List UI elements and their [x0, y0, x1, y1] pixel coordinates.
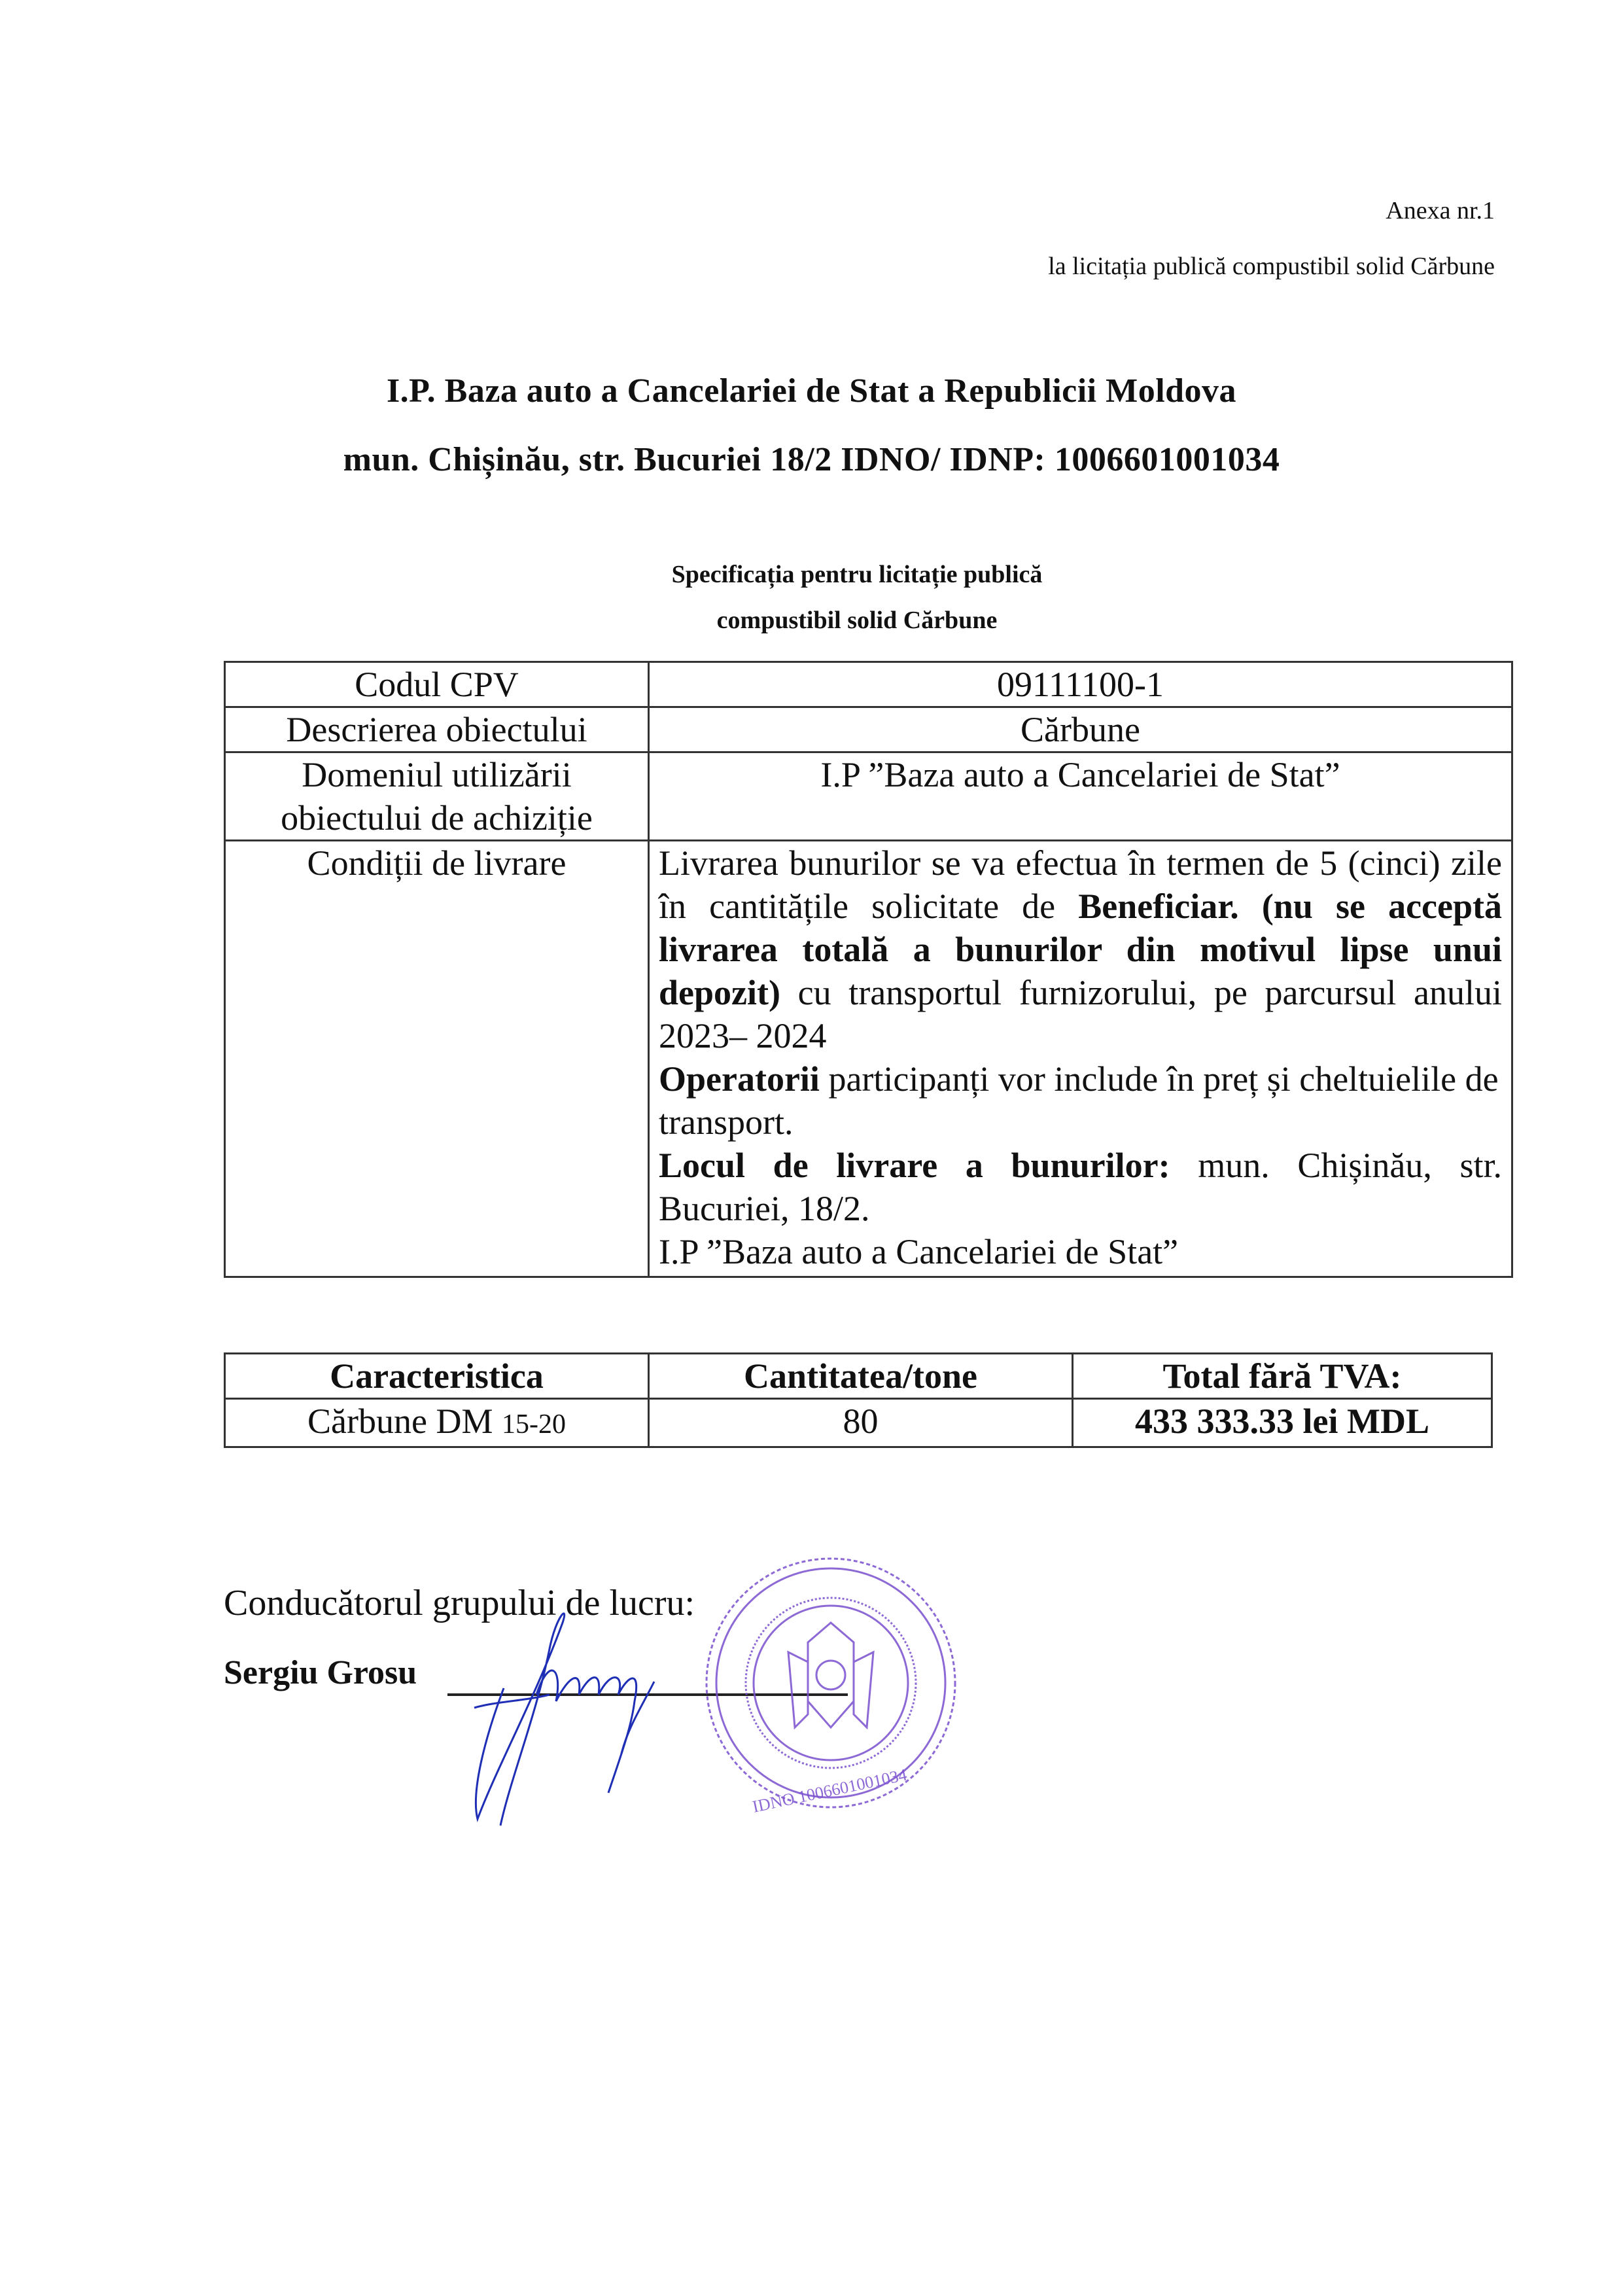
conditions-value: [649, 841, 1512, 1277]
org-address: mun. Chișinău, str. Bucuriei 18/2 IDNO/ IDNP: 1006601001034: [343, 441, 1280, 478]
description-value: Cărbune: [649, 707, 1512, 752]
handwritten-signature: [458, 1597, 746, 1832]
header-quantity: Cantitatea/tone: [649, 1354, 1073, 1399]
signatory-name: Sergiu Grosu: [224, 1654, 417, 1691]
details-table: [224, 661, 1513, 1278]
quantity-cell: 80: [649, 1399, 1073, 1447]
header-characteristic: Caracteristica: [225, 1354, 649, 1399]
header-total: Total fără TVA:: [1073, 1354, 1492, 1399]
table-row: [225, 662, 1512, 707]
product-name: Cărbune DM: [307, 1402, 493, 1441]
signatory-role: Conducătorul grupului de lucru:: [224, 1583, 695, 1623]
operators-text: participanți vor include în preț și cheltuielile de transport.: [659, 1059, 1499, 1142]
operators-bold: Operatorii: [659, 1059, 820, 1099]
org-name: I.P. Baza auto a Cancelariei de Stat a Republicii Moldova: [386, 372, 1237, 410]
summary-table: [224, 1352, 1493, 1448]
conditions-text: cu transportul furnizorului, pe parcursul anului 2023– 2024: [659, 973, 1502, 1055]
table-header-row: [225, 1354, 1492, 1399]
spec-title-line1: Specificația pentru licitație publică: [671, 561, 1043, 588]
annex-subtitle: la licitația publică compustibil solid Cărbune: [1048, 253, 1495, 280]
cpv-value: 09111100-1: [649, 662, 1512, 707]
table-row: [225, 752, 1512, 841]
spec-title-line2: compustibil solid Cărbune: [716, 607, 998, 634]
delivery-place-text: mun. Chișinău, str. Bucuriei, 18/2.: [659, 1146, 1503, 1228]
delivery-place-bold: Locul de livrare a bunurilor:: [659, 1146, 1170, 1185]
table-row: [225, 841, 1512, 1277]
conditions-text: Livrarea bunurilor se va efectua în termen de 5 (cinci) zile în cantitățile solicitate de: [659, 843, 1502, 926]
conditions-bold: Beneficiar. (nu se acceptă livrarea totală a bunurilor din motivul lipse unui depozit): [659, 887, 1502, 1012]
cpv-label: Codul CPV: [225, 662, 649, 707]
product-cell: [225, 1399, 649, 1447]
usage-label: Domeniul utilizării obiectului de achiziție: [225, 752, 649, 841]
usage-value: I.P ”Baza auto a Cancelariei de Stat”: [649, 752, 1512, 841]
delivery-org: I.P ”Baza auto a Cancelariei de Stat”: [659, 1232, 1179, 1271]
description-label: Descrierea obiectului: [225, 707, 649, 752]
svg-text:IDNO 1006601001034: IDNO 1006601001034: [750, 1765, 909, 1816]
table-row: [225, 707, 1512, 752]
product-grade: 15-20: [501, 1409, 566, 1439]
conditions-label: Condiții de livrare: [225, 841, 649, 1277]
total-cell: 433 333.33 lei MDL: [1073, 1399, 1492, 1447]
table-row: [225, 1399, 1492, 1447]
annex-number: Anexa nr.1: [1386, 197, 1495, 224]
